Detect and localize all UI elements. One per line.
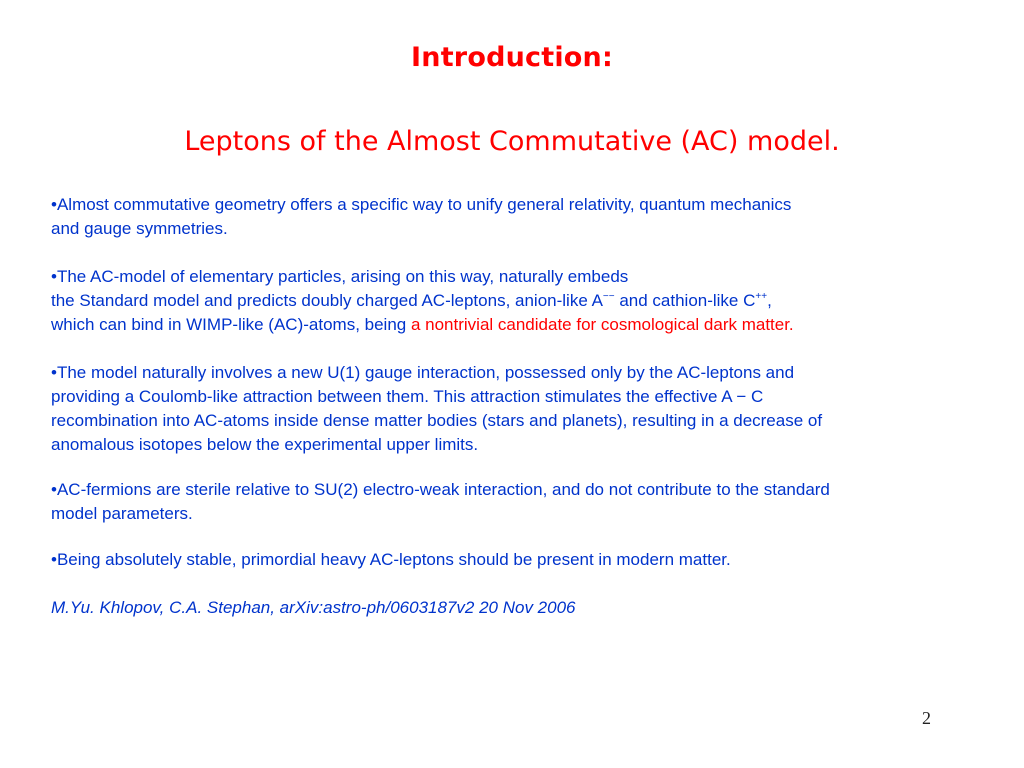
bullet-line-part: , xyxy=(767,291,772,310)
bullet-line: •AC-fermions are sterile relative to SU(2) electro-weak interaction, and do not contribute to the standard xyxy=(51,480,830,499)
bullet-unification xyxy=(51,193,981,241)
dark-matter-highlight: a nontrivial candidate for cosmological dark matter. xyxy=(410,315,794,334)
reference-citation: M.Yu. Khlopov, C.A. Stephan, arXiv:astro-ph/0603187v2 20 Nov 2006 xyxy=(51,598,576,617)
bullet-line: and gauge symmetries. xyxy=(51,219,228,238)
bullet-u1-interaction xyxy=(51,361,981,457)
bullet-stable-leptons xyxy=(51,548,981,572)
bullet-line: model parameters. xyxy=(51,504,193,523)
bullet-line: •The AC-model of elementary particles, arising on this way, naturally embeds xyxy=(51,267,629,286)
bullet-sterile-fermions xyxy=(51,478,981,526)
bullet-line: •Being absolutely stable, primordial heavy AC-leptons should be present in modern matter. xyxy=(51,550,731,569)
bullet-line: providing a Coulomb-like attraction between them. This attraction stimulates the effective A − C xyxy=(51,387,764,406)
bullet-line-part: the Standard model and predicts doubly charged AC-leptons, anion-like A xyxy=(51,291,603,310)
bullet-line: recombination into AC-atoms inside dense matter bodies (stars and planets), resulting in a decrease of xyxy=(51,411,823,430)
bullet-line-part: and cathion-like C xyxy=(614,291,756,310)
bullet-line: anomalous isotopes below the experimental upper limits. xyxy=(51,435,479,454)
bullet-line: •The model naturally involves a new U(1) gauge interaction, possessed only by the AC-leptons and xyxy=(51,363,795,382)
anion-charge-superscript: −− xyxy=(602,291,615,302)
page-number: 2 xyxy=(922,708,931,728)
cathion-charge-superscript: ++ xyxy=(755,291,768,302)
bullet-ac-model xyxy=(51,265,981,337)
slide-title: Introduction: xyxy=(411,42,613,73)
bullet-line-part: which can bind in WIMP-like (AC)-atoms, being xyxy=(51,315,411,334)
bullet-line: •Almost commutative geometry offers a specific way to unify general relativity, quantum mechanics xyxy=(51,195,792,214)
slide-subtitle: Leptons of the Almost Commutative (AC) model. xyxy=(184,126,840,157)
